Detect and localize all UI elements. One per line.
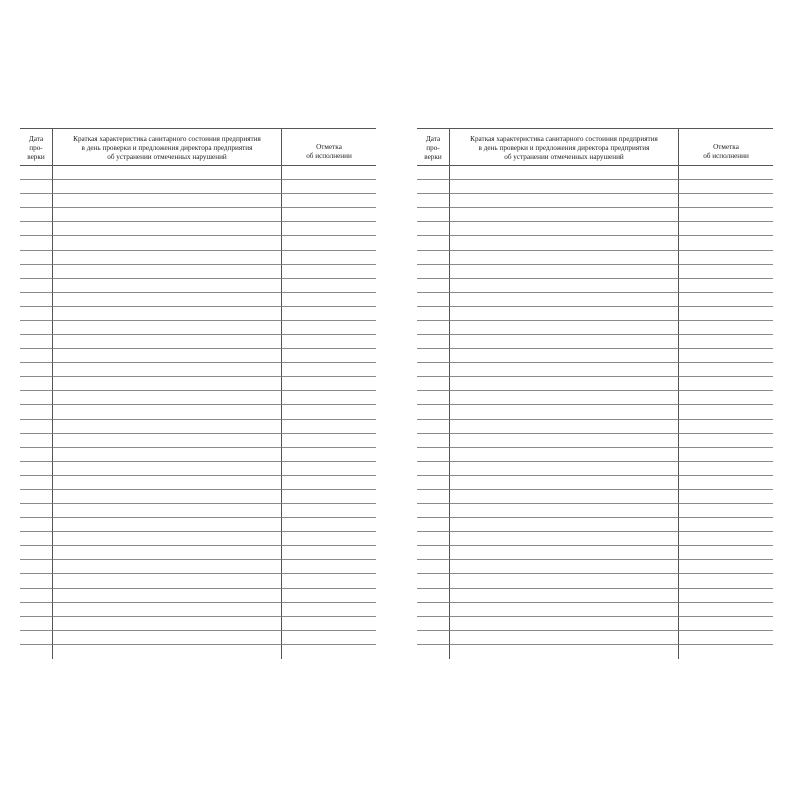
description-cell (449, 434, 678, 448)
description-cell (52, 476, 281, 490)
date-cell (417, 194, 449, 208)
mark-cell (678, 434, 773, 448)
description-cell (52, 251, 281, 265)
description-cell (449, 349, 678, 363)
mark-cell (281, 265, 376, 279)
mark-cell (281, 335, 376, 349)
description-column-header: Краткая характеристика санитарного состоиния предприятия в день проверки и предложения директора предприятия об устранении отмеченных нарушений (52, 129, 281, 166)
description-cell (449, 645, 678, 659)
date-cell (20, 222, 52, 236)
mark-column-header: Отметка об исполнении (678, 129, 773, 166)
date-cell (20, 518, 52, 532)
description-cell (52, 321, 281, 335)
description-cell (449, 546, 678, 560)
date-cell (20, 532, 52, 546)
date-cell (417, 448, 449, 462)
date-cell (417, 236, 449, 250)
mark-cell (281, 645, 376, 659)
description-cell (52, 532, 281, 546)
date-cell (20, 504, 52, 518)
mark-cell (678, 208, 773, 222)
description-cell (52, 236, 281, 250)
date-cell (20, 251, 52, 265)
description-cell (449, 236, 678, 250)
mark-cell (281, 546, 376, 560)
mark-cell (678, 349, 773, 363)
date-cell (20, 631, 52, 645)
date-cell (417, 645, 449, 659)
mark-cell (678, 307, 773, 321)
description-cell (52, 307, 281, 321)
description-cell (449, 166, 678, 180)
date-cell (20, 546, 52, 560)
description-cell (52, 208, 281, 222)
description-cell (449, 490, 678, 504)
description-cell (449, 518, 678, 532)
mark-cell (678, 532, 773, 546)
date-cell (20, 265, 52, 279)
mark-cell (281, 166, 376, 180)
description-cell (52, 279, 281, 293)
date-cell (417, 462, 449, 476)
description-cell (449, 363, 678, 377)
mark-cell (281, 293, 376, 307)
mark-cell (678, 293, 773, 307)
description-cell (52, 335, 281, 349)
mark-cell (678, 448, 773, 462)
description-cell (52, 574, 281, 588)
mark-cell (281, 377, 376, 391)
date-cell (417, 363, 449, 377)
description-cell (449, 194, 678, 208)
description-cell (449, 405, 678, 419)
mark-cell (281, 222, 376, 236)
mark-cell (281, 448, 376, 462)
date-cell (417, 518, 449, 532)
date-cell (20, 476, 52, 490)
mark-cell (281, 391, 376, 405)
description-cell (449, 279, 678, 293)
date-column-header: Дата про- верки (20, 129, 52, 166)
description-cell (52, 194, 281, 208)
description-cell (449, 532, 678, 546)
date-cell (417, 391, 449, 405)
mark-cell (281, 603, 376, 617)
date-cell (417, 546, 449, 560)
mark-cell (678, 645, 773, 659)
mark-cell (678, 363, 773, 377)
description-cell (52, 462, 281, 476)
date-cell (20, 377, 52, 391)
date-cell (417, 377, 449, 391)
mark-cell (678, 420, 773, 434)
description-cell (52, 518, 281, 532)
date-cell (20, 236, 52, 250)
date-cell (20, 617, 52, 631)
description-cell (449, 377, 678, 391)
date-cell (417, 476, 449, 490)
mark-cell (678, 236, 773, 250)
description-cell (52, 434, 281, 448)
mark-cell (678, 546, 773, 560)
date-cell (417, 321, 449, 335)
description-cell (52, 504, 281, 518)
mark-cell (281, 208, 376, 222)
date-cell (20, 363, 52, 377)
date-cell (417, 293, 449, 307)
left-page-table (20, 128, 376, 659)
mark-cell (678, 391, 773, 405)
date-cell (20, 307, 52, 321)
date-cell (20, 574, 52, 588)
description-cell (52, 265, 281, 279)
date-cell (20, 321, 52, 335)
mark-cell (678, 180, 773, 194)
description-cell (52, 391, 281, 405)
mark-cell (281, 321, 376, 335)
date-cell (20, 349, 52, 363)
description-cell (449, 476, 678, 490)
description-cell (449, 504, 678, 518)
date-cell (20, 462, 52, 476)
date-cell (20, 335, 52, 349)
date-cell (417, 180, 449, 194)
mark-cell (678, 518, 773, 532)
description-column-header: Краткая характеристика санитарного состоиния предприятия в день проверки и предложения директора предприятия об устранении отмеченных нарушений (449, 129, 678, 166)
mark-cell (281, 307, 376, 321)
description-cell (52, 363, 281, 377)
mark-cell (678, 617, 773, 631)
date-cell (20, 448, 52, 462)
description-cell (449, 420, 678, 434)
description-cell (449, 222, 678, 236)
date-cell (417, 574, 449, 588)
mark-cell (281, 434, 376, 448)
description-cell (52, 293, 281, 307)
date-cell (20, 434, 52, 448)
date-column-header: Дата про- верки (417, 129, 449, 166)
mark-cell (281, 462, 376, 476)
date-cell (417, 617, 449, 631)
description-cell (52, 603, 281, 617)
mark-cell (281, 532, 376, 546)
description-cell (52, 490, 281, 504)
description-cell (449, 265, 678, 279)
description-cell (449, 391, 678, 405)
date-cell (20, 490, 52, 504)
date-cell (417, 434, 449, 448)
mark-cell (281, 490, 376, 504)
date-cell (417, 631, 449, 645)
mark-cell (281, 420, 376, 434)
mark-cell (281, 251, 376, 265)
date-cell (417, 208, 449, 222)
mark-cell (281, 349, 376, 363)
description-cell (449, 321, 678, 335)
mark-cell (281, 589, 376, 603)
right-page-table (417, 128, 773, 659)
mark-cell (678, 476, 773, 490)
date-cell (417, 335, 449, 349)
date-cell (417, 560, 449, 574)
mark-cell (281, 363, 376, 377)
mark-cell (281, 194, 376, 208)
mark-cell (281, 236, 376, 250)
mark-cell (678, 603, 773, 617)
date-cell (20, 645, 52, 659)
description-cell (52, 589, 281, 603)
description-cell (449, 208, 678, 222)
description-cell (52, 377, 281, 391)
description-cell (449, 180, 678, 194)
mark-cell (281, 279, 376, 293)
mark-cell (678, 251, 773, 265)
date-cell (417, 265, 449, 279)
mark-cell (678, 166, 773, 180)
mark-cell (678, 321, 773, 335)
mark-cell (281, 574, 376, 588)
mark-cell (281, 560, 376, 574)
mark-column-header: Отметка об исполнении (281, 129, 376, 166)
description-cell (449, 560, 678, 574)
date-cell (20, 603, 52, 617)
mark-cell (678, 504, 773, 518)
date-cell (417, 405, 449, 419)
mark-cell (678, 194, 773, 208)
mark-cell (678, 589, 773, 603)
description-cell (52, 222, 281, 236)
description-cell (449, 251, 678, 265)
date-cell (20, 180, 52, 194)
mark-cell (678, 222, 773, 236)
date-cell (417, 222, 449, 236)
date-cell (20, 405, 52, 419)
description-cell (52, 560, 281, 574)
description-cell (449, 603, 678, 617)
date-cell (417, 504, 449, 518)
description-cell (52, 166, 281, 180)
mark-cell (678, 265, 773, 279)
date-cell (20, 194, 52, 208)
date-cell (20, 208, 52, 222)
description-cell (52, 546, 281, 560)
description-cell (52, 405, 281, 419)
date-cell (20, 279, 52, 293)
mark-cell (678, 335, 773, 349)
mark-cell (678, 490, 773, 504)
date-cell (20, 166, 52, 180)
date-cell (20, 589, 52, 603)
description-cell (449, 462, 678, 476)
date-cell (417, 532, 449, 546)
mark-cell (281, 518, 376, 532)
mark-cell (281, 476, 376, 490)
description-cell (449, 589, 678, 603)
mark-cell (281, 405, 376, 419)
description-cell (52, 631, 281, 645)
date-cell (417, 349, 449, 363)
mark-cell (678, 574, 773, 588)
date-cell (417, 279, 449, 293)
description-cell (449, 448, 678, 462)
description-cell (449, 307, 678, 321)
description-cell (52, 448, 281, 462)
mark-cell (678, 377, 773, 391)
date-cell (20, 560, 52, 574)
description-cell (449, 631, 678, 645)
date-cell (417, 420, 449, 434)
description-cell (52, 349, 281, 363)
description-cell (52, 180, 281, 194)
date-cell (417, 307, 449, 321)
mark-cell (678, 631, 773, 645)
mark-cell (678, 462, 773, 476)
description-cell (52, 617, 281, 631)
description-cell (449, 293, 678, 307)
date-cell (417, 251, 449, 265)
mark-cell (281, 180, 376, 194)
description-cell (52, 420, 281, 434)
description-cell (449, 574, 678, 588)
description-cell (449, 335, 678, 349)
mark-cell (678, 279, 773, 293)
mark-cell (678, 560, 773, 574)
date-cell (417, 589, 449, 603)
date-cell (417, 603, 449, 617)
mark-cell (281, 631, 376, 645)
mark-cell (281, 504, 376, 518)
date-cell (417, 166, 449, 180)
description-cell (52, 645, 281, 659)
mark-cell (678, 405, 773, 419)
date-cell (20, 420, 52, 434)
mark-cell (281, 617, 376, 631)
date-cell (20, 391, 52, 405)
description-cell (449, 617, 678, 631)
date-cell (20, 293, 52, 307)
date-cell (417, 490, 449, 504)
